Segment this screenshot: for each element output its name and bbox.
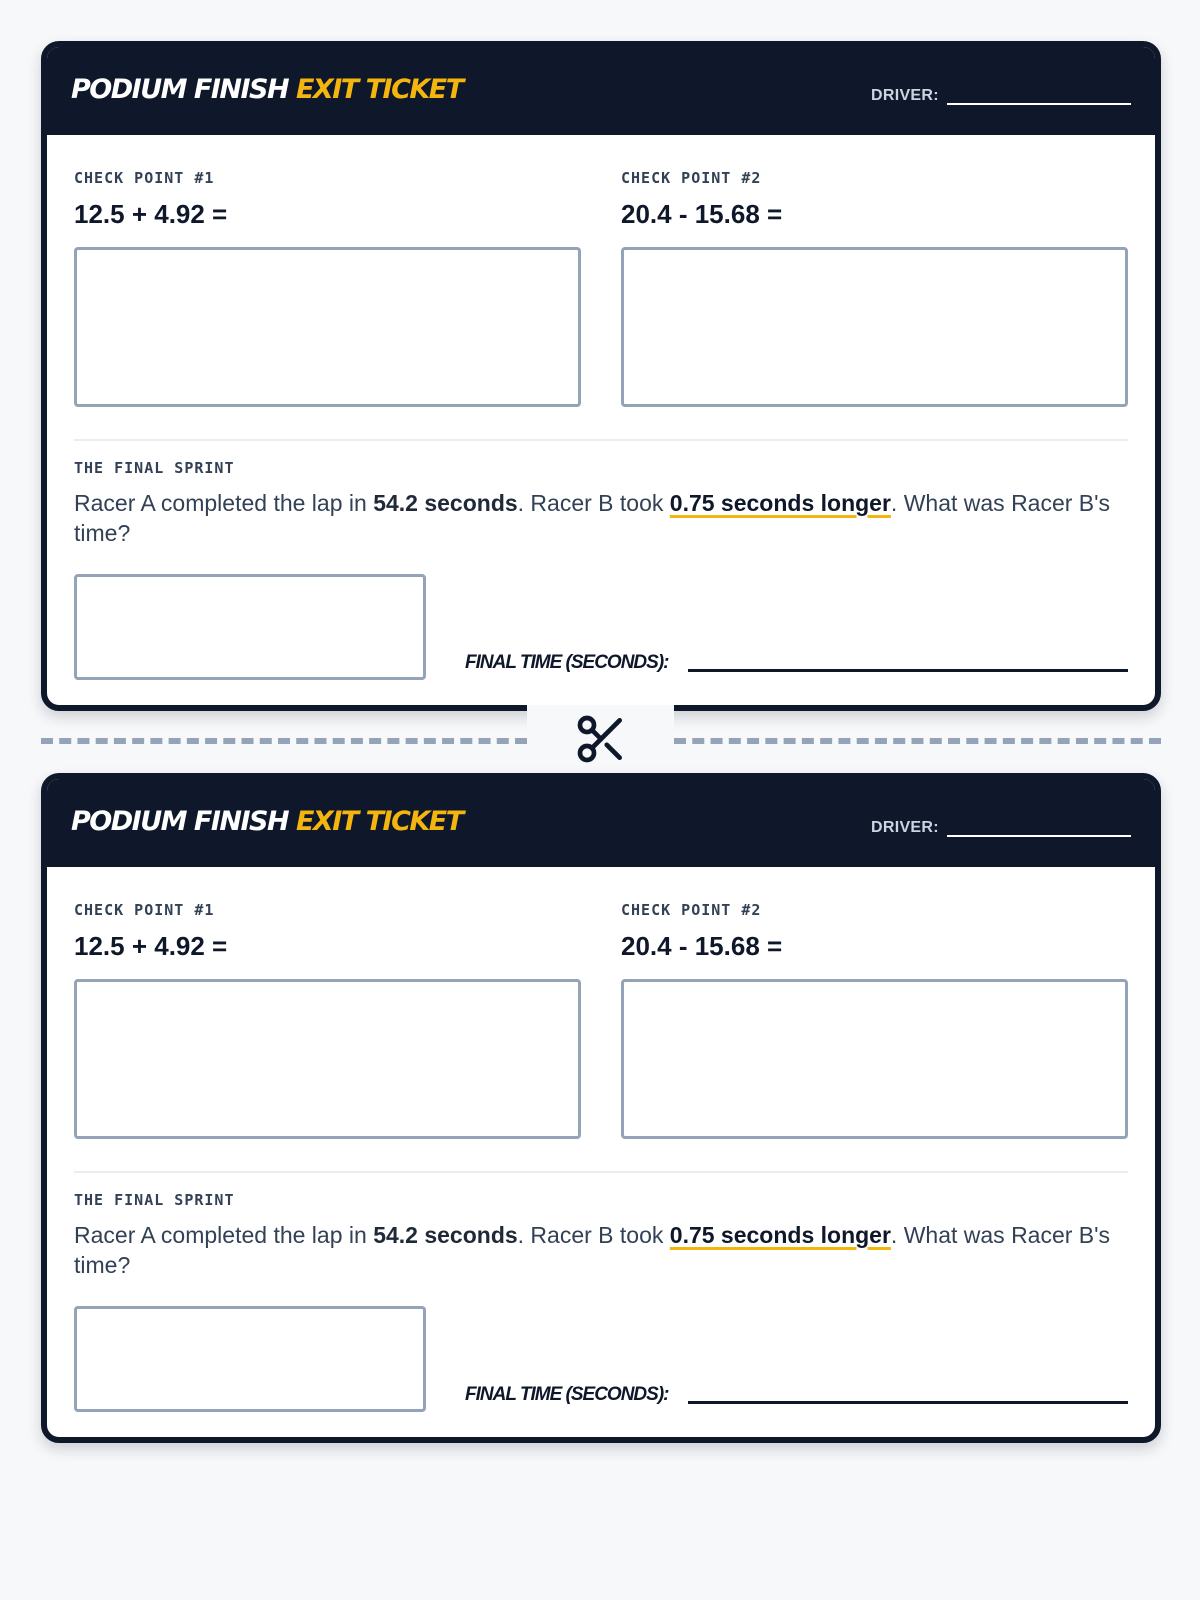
exit-ticket — [41, 773, 1161, 1443]
checkpoint-1-answer-box[interactable] — [74, 979, 581, 1139]
question-text: Racer A completed the lap in — [74, 1222, 374, 1248]
section-divider — [74, 439, 1128, 441]
checkpoint-2-answer-box[interactable] — [621, 979, 1128, 1139]
scissors-icon — [573, 711, 629, 767]
question-highlight: 0.75 seconds longer — [669, 490, 891, 516]
checkpoint-2-equation: 20.4 - 15.68 = — [621, 931, 783, 961]
final-time-label: FINAL TIME (SECONDS): — [465, 1384, 669, 1405]
final-time-answer-line[interactable] — [688, 669, 1128, 672]
question-text: . Racer B took — [517, 1222, 670, 1248]
checkpoint-1-equation: 12.5 + 4.92 = — [74, 931, 228, 961]
title-main: PODIUM FINISH — [71, 74, 289, 105]
final-sprint-question — [74, 488, 1128, 548]
checkpoint-2-answer-box[interactable] — [621, 247, 1128, 407]
cut-line — [41, 738, 527, 744]
ticket-title — [71, 806, 463, 837]
exit-ticket — [41, 41, 1161, 711]
final-sprint-label: THE FINAL SPRINT — [74, 459, 235, 477]
checkpoint-1-equation: 12.5 + 4.92 = — [74, 199, 228, 229]
section-divider — [74, 1171, 1128, 1173]
final-sprint-label: THE FINAL SPRINT — [74, 1191, 235, 1209]
final-sprint-work-box[interactable] — [74, 574, 426, 680]
checkpoint-1-label: CHECK POINT #1 — [74, 901, 215, 919]
ticket-title — [71, 74, 463, 105]
cut-line — [674, 738, 1161, 744]
question-text: Racer A completed the lap in — [74, 490, 374, 516]
ticket-header — [47, 47, 1155, 135]
checkpoint-2-label: CHECK POINT #2 — [621, 169, 762, 187]
scissors-marker — [527, 705, 674, 771]
question-text: . What was Racer B's time? — [74, 1222, 1111, 1278]
final-sprint-question — [74, 1220, 1128, 1280]
final-sprint-work-box[interactable] — [74, 1306, 426, 1412]
final-time-answer-line[interactable] — [688, 1401, 1128, 1404]
title-main: PODIUM FINISH — [71, 806, 289, 837]
ticket-header — [47, 779, 1155, 867]
question-text: . What was Racer B's time? — [74, 490, 1111, 546]
checkpoint-1-label: CHECK POINT #1 — [74, 169, 215, 187]
question-bold-value: 54.2 seconds — [373, 1222, 518, 1248]
final-time-label: FINAL TIME (SECONDS): — [465, 652, 669, 673]
checkpoint-1-answer-box[interactable] — [74, 247, 581, 407]
question-text: . Racer B took — [517, 490, 670, 516]
question-highlight: 0.75 seconds longer — [669, 1222, 891, 1248]
driver-label: DRIVER: — [871, 87, 939, 104]
driver-name-field[interactable] — [947, 103, 1131, 105]
title-accent: EXIT TICKET — [295, 74, 463, 105]
checkpoint-2-label: CHECK POINT #2 — [621, 901, 762, 919]
question-bold-value: 54.2 seconds — [373, 490, 518, 516]
driver-label: DRIVER: — [871, 819, 939, 836]
checkpoint-2-equation: 20.4 - 15.68 = — [621, 199, 783, 229]
driver-name-field[interactable] — [947, 835, 1131, 837]
title-accent: EXIT TICKET — [295, 806, 463, 837]
